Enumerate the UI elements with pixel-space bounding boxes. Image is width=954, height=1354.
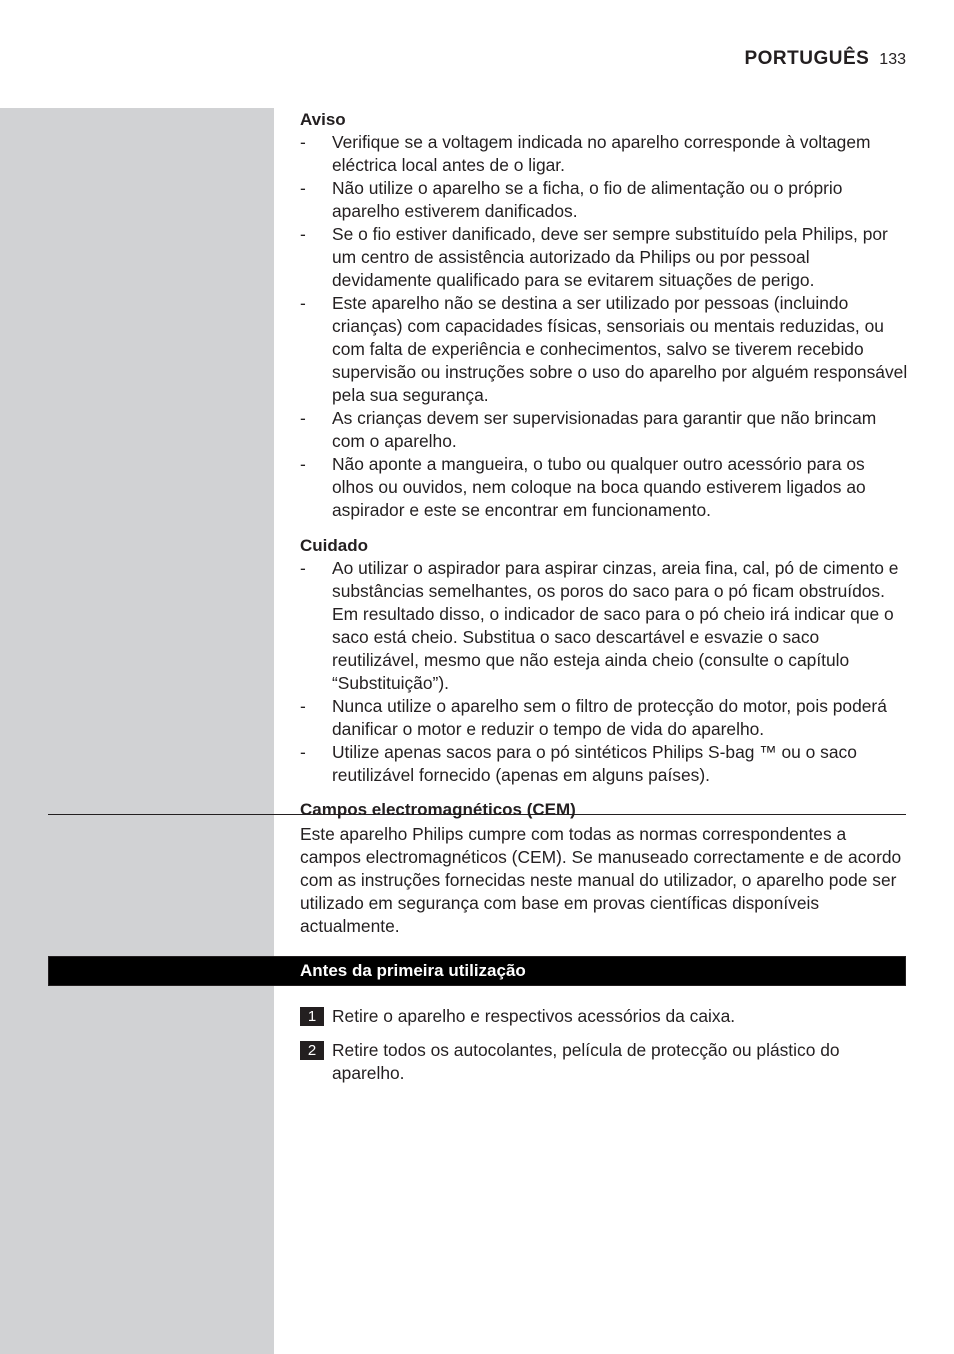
list-item: - As crianças devem ser supervisionadas para garantir que não brincam com o aparelho. [300,407,908,453]
main-content [300,108,908,821]
list-item: - Utilize apenas sacos para o pó sintéticos Philips S-bag ™ ou o saco reutilizável fornecido (apenas em alguns países). [300,741,908,787]
list-item: - Nunca utilize o aparelho sem o filtro de protecção do motor, pois poderá danificar o motor e reduzir o tempo de vida do aparelho. [300,695,908,741]
cem-paragraph: Este aparelho Philips cumpre com todas as normas correspondentes a campos electromagnéticos (CEM). Se manuseado correctamente e de acordo com as instruções fornecidas neste manual do utilizador, o aparelho pode ser utilizado em segurança com base em provas científicas disponíveis actualmente. [300,824,902,936]
language-label: PORTUGUÊS [744,48,870,69]
sidebar-band [0,108,274,1354]
step-number-badge: 1 [300,1007,324,1026]
step-number-badge: 2 [300,1041,324,1060]
page-header [744,48,906,70]
step-text: Retire o aparelho e respectivos acessórios da caixa. [332,1006,736,1026]
list-item: - Verifique se a voltagem indicada no aparelho corresponde à voltagem eléctrica local antes de o ligar. [300,131,908,177]
step-text: Retire todos os autocolantes, película de protecção ou plástico do aparelho. [332,1040,840,1083]
list-item: - Este aparelho não se destina a ser utilizado por pessoas (incluindo crianças) com capacidades físicas, sensoriais ou mentais reduzidas, ou com falta de experiência e conhecimentos, salvo se tiverem recebido supervisão ou instruções sobre o uso do aparelho por alguém responsável pela sua segurança. [300,292,908,407]
antes-heading-bar [48,956,906,986]
cem-section [300,823,908,938]
page-number: 133 [879,51,906,68]
antes-heading: Antes da primeira utilização [300,961,526,980]
list-item: - Ao utilizar o aspirador para aspirar cinzas, areia fina, cal, pó de cimento e substâncias semelhantes, os poros do saco para o pó ficam obstruídos. Em resultado disso, o indicador de saco para o pó cheio irá indicar que o saco está cheio. Substitua o saco descartável e esvazie o saco reutilizável, mesmo que não esteja ainda cheio (consulte o capítulo “Substituição”). [300,557,908,695]
cuidado-heading: Cuidado [300,536,368,555]
list-item: - Não utilize o aparelho se a ficha, o fio de alimentação ou o próprio aparelho estiverem danificados. [300,177,908,223]
section-divider [48,814,906,815]
aviso-list [300,131,908,522]
step-2 [300,1039,908,1085]
list-item: - Se o fio estiver danificado, deve ser sempre substituído pela Philips, por um centro de assistência autorizado da Philips ou por pessoal devidamente qualificado para se evitarem situações de perigo. [300,223,908,292]
aviso-heading: Aviso [300,110,346,129]
cem-heading: Campos electromagnéticos (CEM) [300,800,576,819]
cuidado-list [300,557,908,787]
list-item: - Não aponte a mangueira, o tubo ou qualquer outro acessório para os olhos ou ouvidos, nem coloque na boca quando estiverem ligados ao aspirador e este se encontrar em funcionamento. [300,453,908,522]
step-1 [300,1005,908,1028]
